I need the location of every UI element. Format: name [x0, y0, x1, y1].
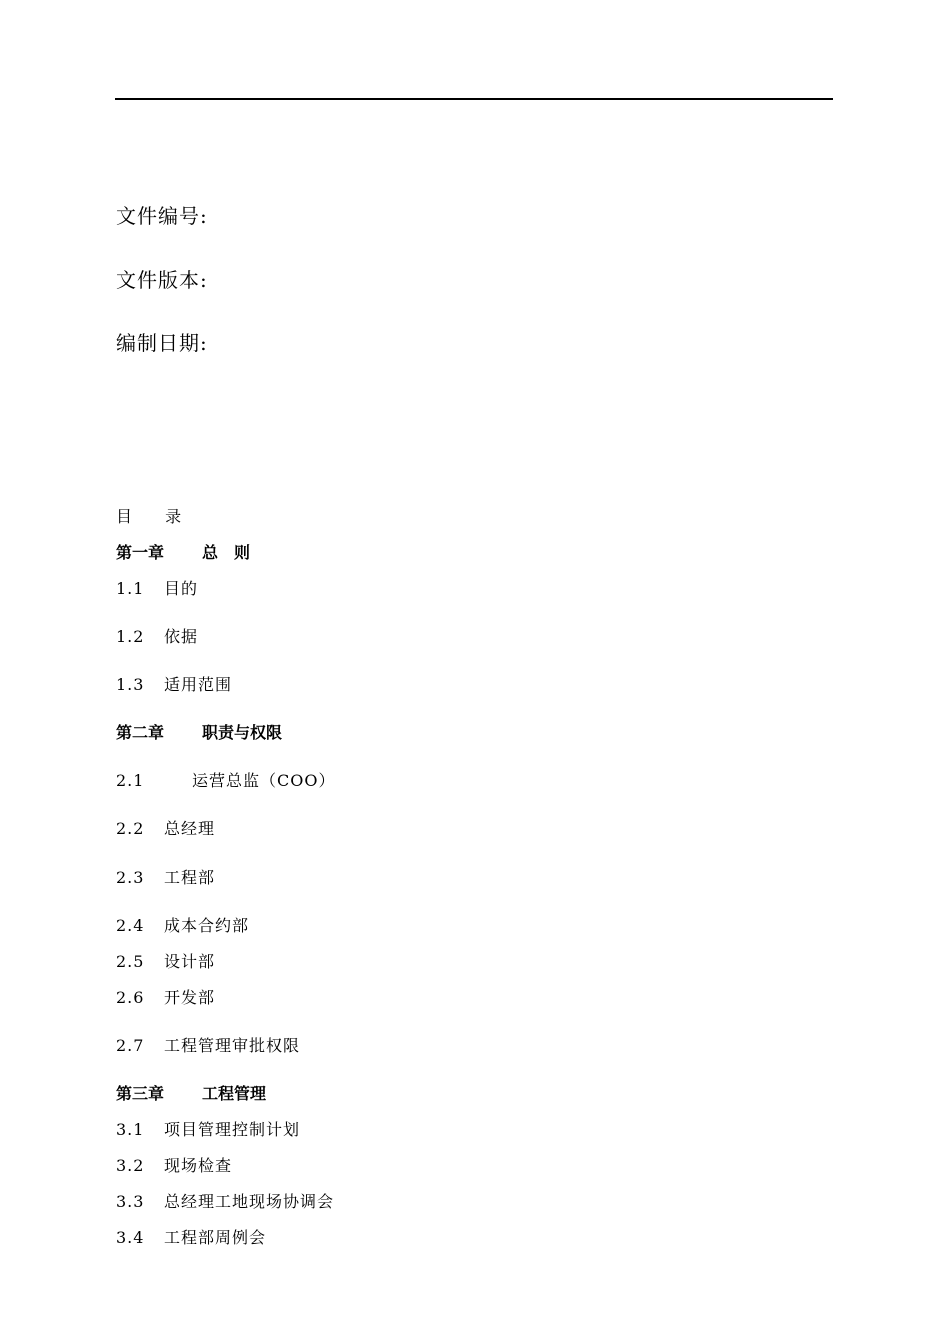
toc-chapter-3[interactable] [116, 1084, 266, 1104]
toc-item-2-4[interactable] [116, 916, 249, 936]
item-number: 3.4 [116, 1228, 145, 1247]
toc-item-3-3[interactable] [116, 1192, 334, 1212]
item-number: 2.7 [116, 1036, 145, 1055]
toc-item-2-5[interactable] [116, 952, 215, 972]
item-number: 2.4 [116, 916, 145, 935]
toc-item-2-1[interactable] [116, 771, 335, 791]
item-title: 成本合约部 [164, 916, 250, 935]
item-number: 1.1 [116, 579, 145, 598]
chapter-number: 第二章 [116, 723, 165, 742]
toc-chapter-2[interactable] [116, 723, 282, 743]
toc-item-2-7[interactable] [116, 1036, 300, 1056]
chapter-number: 第三章 [116, 1084, 165, 1103]
item-title: 总经理 [164, 819, 216, 838]
item-number: 2.2 [116, 819, 145, 838]
item-number: 3.2 [116, 1156, 145, 1175]
item-number: 1.2 [116, 627, 145, 646]
toc-item-2-2[interactable] [116, 819, 215, 839]
toc-item-2-3[interactable] [116, 868, 215, 888]
item-number: 2.3 [116, 868, 145, 887]
item-title: 依据 [164, 627, 199, 646]
doc-number-label: 文件编号: [116, 204, 208, 228]
item-number: 2.1 [116, 771, 145, 790]
item-title: 现场检查 [164, 1156, 233, 1175]
item-number: 3.3 [116, 1192, 145, 1211]
chapter-title: 工程管理 [202, 1084, 267, 1103]
item-title: 总经理工地现场协调会 [164, 1192, 335, 1211]
toc-title-left: 目 [116, 507, 133, 526]
item-number: 2.5 [116, 952, 145, 971]
toc-item-1-1[interactable] [116, 579, 198, 599]
chapter-title: 总 则 [202, 543, 251, 562]
item-title: 项目管理控制计划 [164, 1120, 301, 1139]
item-number: 1.3 [116, 675, 145, 694]
toc-item-2-6[interactable] [116, 988, 215, 1008]
chapter-number: 第一章 [116, 543, 165, 562]
item-title: 工程管理审批权限 [164, 1036, 301, 1055]
toc-item-3-4[interactable] [116, 1228, 266, 1248]
header-rule [115, 98, 833, 100]
item-title: 开发部 [164, 988, 216, 1007]
toc-item-3-1[interactable] [116, 1120, 300, 1140]
compile-date-label: 编制日期: [116, 331, 208, 355]
toc-item-1-2[interactable] [116, 627, 198, 647]
toc-item-3-2[interactable] [116, 1156, 232, 1176]
item-title: 运营总监（COO） [192, 771, 336, 790]
item-number: 2.6 [116, 988, 145, 1007]
chapter-title: 职责与权限 [202, 723, 283, 742]
item-number: 3.1 [116, 1120, 145, 1139]
toc-chapter-1[interactable] [116, 543, 250, 563]
item-title: 目的 [164, 579, 199, 598]
doc-version-label: 文件版本: [116, 268, 208, 292]
item-title: 工程部周例会 [164, 1228, 267, 1247]
toc-title [116, 507, 181, 527]
item-title: 设计部 [164, 952, 216, 971]
item-title: 适用范围 [164, 675, 233, 694]
toc-item-1-3[interactable] [116, 675, 232, 695]
toc-title-right: 录 [165, 507, 182, 526]
item-title: 工程部 [164, 868, 216, 887]
